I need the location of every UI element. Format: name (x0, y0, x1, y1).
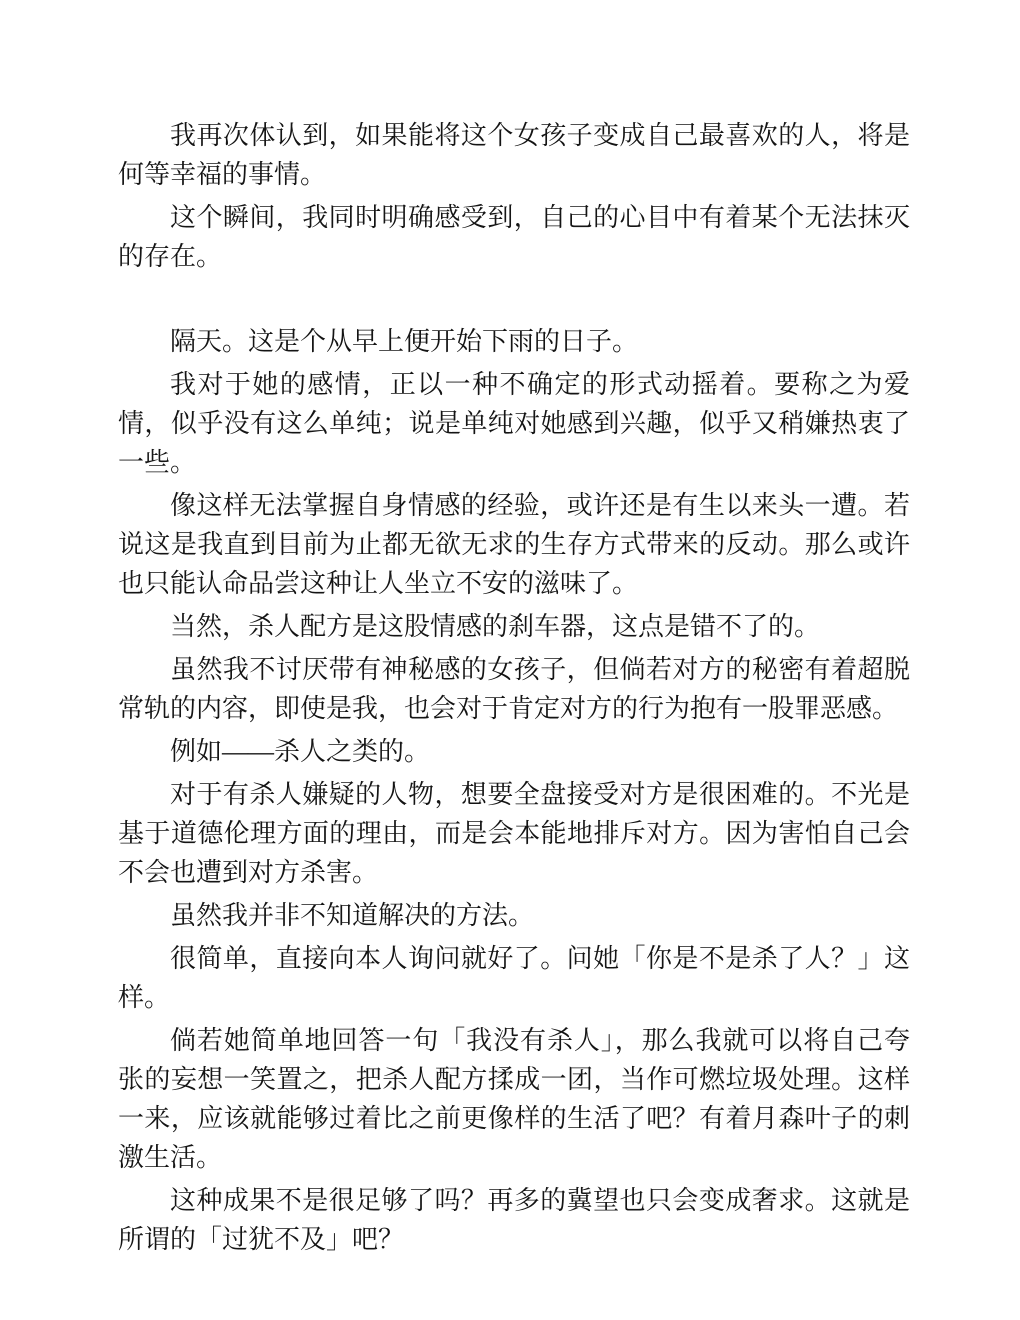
paragraph: 很简单，直接向本人询问就好了。问她「你是不是杀了人？」这样。 (118, 944, 910, 1012)
paragraph: 例如——杀人之类的。 (170, 737, 431, 766)
paragraph: 当然，杀人配方是这股情感的刹车器，这点是错不了的。 (170, 612, 821, 641)
paragraph: 我再次体认到，如果能将这个女孩子变成自己最喜欢的人，将是何等幸福的事情。 (118, 121, 910, 189)
paragraph: 虽然我并非不知道解决的方法。 (170, 901, 535, 930)
paragraph: 这种成果不是很足够了吗？再多的冀望也只会变成奢求。这就是所谓的「过犹不及」吧？ (118, 1186, 910, 1254)
paragraph: 这个瞬间，我同时明确感受到，自己的心目中有着某个无法抹灭的存在。 (118, 203, 910, 271)
paragraph: 像这样无法掌握自身情感的经验，或许还是有生以来头一遭。若说这是我直到目前为止都无欲无求的生存方式带来的反动。那么或许也只能认命品尝这种让人坐立不安的滋味了。 (118, 491, 910, 598)
body-text (118, 116, 910, 1263)
paragraph: 我对于她的感情，正以一种不确定的形式动摇着。要称之为爱情，似乎没有这么单纯；说是单纯对她感到兴趣，似乎又稍嫌热衷了一些。 (118, 370, 910, 477)
paragraph: 倘若她简单地回答一句「我没有杀人」，那么我就可以将自己夸张的妄想一笑置之，把杀人配方揉成一团，当作可燃垃圾处理。这样一来，应该就能够过着比之前更像样的生活了吧？有着月森叶子的刺激生活。 (118, 1026, 910, 1172)
paragraph: 隔天。这是个从早上便开始下雨的日子。 (170, 327, 639, 356)
paragraph: 对于有杀人嫌疑的人物，想要全盘接受对方是很困难的。不光是基于道德伦理方面的理由，而是会本能地排斥对方。因为害怕自己会不会也遭到对方杀害。 (118, 780, 910, 887)
scene-break (118, 280, 910, 322)
paragraph: 虽然我不讨厌带有神秘感的女孩子，但倘若对方的秘密有着超脱常轨的内容，即使是我，也会对于肯定对方的行为抱有一股罪恶感。 (118, 655, 910, 723)
